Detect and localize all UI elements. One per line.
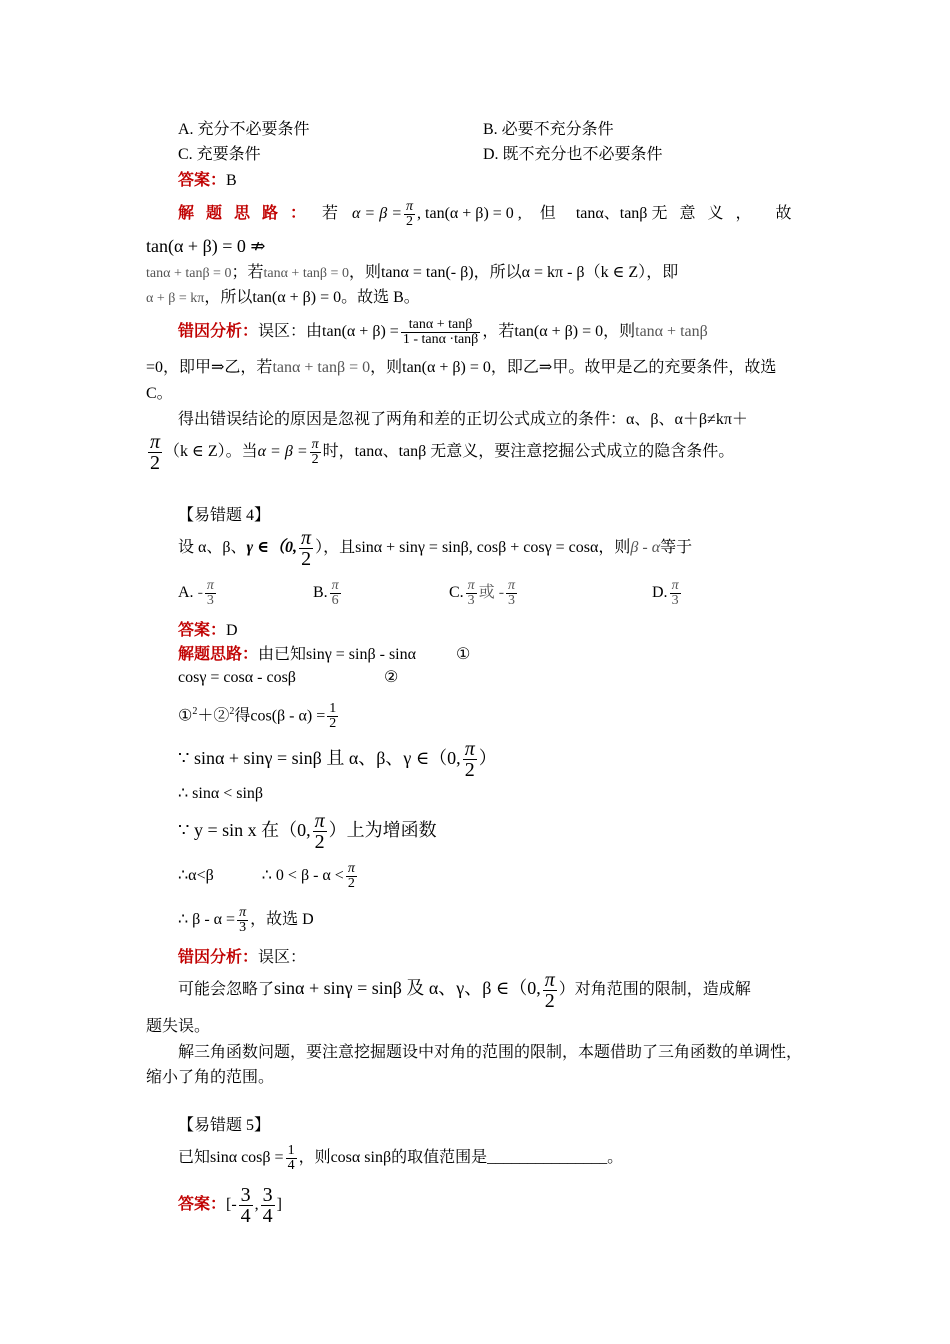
fraction: $\frac{\pi}{2}$ [150,431,161,474]
math: , tan(α + β) = 0 , [417,205,522,222]
error-line-1: 错因分析：误区：由tan(α + β) = $\frac{\tan\alpha + \tan\beta}{1 - \tan\alpha \cdot\tan\beta}$ ，若tan(α + β) = 0，则tanα + tanβ [178,316,708,347]
error-line-2: =0，即甲⇒乙，若tanα + tanβ = 0，则tan(α + β) = 0，即乙⇒甲。故甲是乙的充要条件，故选 [146,359,777,376]
p4-error-line-1: 可能会忽略了sinα + sinγ = sinβ 及 α、γ、β ∈（0, $\frac{\pi}{2}$ ）对角范围的限制，造成解 [178,968,751,1012]
error-label: 错因分析： [178,323,259,340]
text: 无意义， [651,205,764,222]
p4-think-line-8: ∴ β - α = $\frac{\pi}{3}$ ，故选 D [178,904,314,935]
fraction: $\frac{\pi}{2}$ [311,437,319,467]
think-line-3: tanα + tanβ = 0；若tanα + tanβ = 0，则tanα = tan(- β)，所以α = kπ - β（k ∈ Z），即 [146,264,679,281]
answer-label: 答案： [178,172,227,189]
option-a: A. 充分不必要条件 [178,121,310,138]
think-line-4: α + β = kπ，所以tan(α + β) = 0。故选 B。 [146,289,420,306]
math: tanα、tanβ [575,205,648,222]
p4-think-line-3: ①$^2$＋②$^2$得cos(β - α) = $\frac{1}{2}$ [178,701,337,732]
problem-4-question: 设 α、β、γ ∈（0, $\frac{\pi}{2}$ ），且sinα + sinγ = sinβ, cosβ + cosγ = cosα，则β - α等于 [178,527,693,570]
fraction: $\frac{\pi}{2}$ [406,198,414,229]
option-d: D. 既不充分也不必要条件 [483,146,663,163]
p5-answer-line: 答案：[- $\frac{3}{4}$ , $\frac{3}{4}$ ] [178,1183,282,1227]
think-line-2: tan(α + β) = 0 ⇏ [146,236,266,256]
text: 若 [322,205,339,222]
problem-5-question: 已知sinα cosβ = $\frac{1}{4}$ ，则cosα sinβ的取值范围是_______________。 [178,1142,624,1173]
problem-5-title: 【易错题 5】 [178,1117,271,1134]
problem-4-title: 【易错题 4】 [178,507,271,524]
error-line-3: C。 [146,385,173,402]
p4-think-line-5: ∴ sinα < sinβ [178,785,264,802]
reason-line-2: $\frac{\pi}{2}$ （k ∈ Z）。当α = β = $\frac{\pi}{2}$ 时，tanα、tanβ 无意义，要注意挖掘公式成立的隐含条件。 [150,431,735,474]
p4-think-line-2: cosγ = cosα - cosβ ② [178,669,399,686]
p4-option-c: C. $\frac{\pi}{3}$ 或 - $\frac{\pi}{3}$ [449,577,516,608]
text: 故 [775,205,792,222]
text: 但 [539,205,556,222]
option-b: B. 必要不充分条件 [483,121,614,138]
p4-think-line-4: ∵ sinα + sinγ = sinβ 且 α、β、γ ∈（0, $\frac{\pi}{2}$ ） [178,738,497,782]
answer-value: B [226,172,237,189]
option-c: C. 充要条件 [178,146,261,163]
p4-answer-line: 答案：D [178,622,238,639]
p4-option-b: B. $\frac{\pi}{6}$ [313,577,339,608]
answer-line [178,171,237,191]
fraction: $\frac{\pi}{2}$ [301,527,312,570]
p4-summary-line-1: 解三角函数问题，要注意挖掘题设中对角的范围的限制，本题借助了三角函数的单调性， [178,1044,803,1061]
reason-line-1: 得出错误结论的原因是忽视了两角和差的正切公式成立的条件：α、β、α＋β≠kπ＋ [178,411,748,428]
p4-option-a: A. - $\frac{\pi}{3}$ [178,577,214,608]
p4-option-d: D. $\frac{\pi}{3}$ [652,577,679,608]
math: α = β = [352,205,402,222]
p4-error-line-0: 错因分析：误区： [178,949,307,966]
answer-blank: _______________ [487,1149,608,1166]
fraction: $\frac{\tan\alpha + \tan\beta}{1 - \tan\alpha \cdot\tan\beta}$ [402,316,479,347]
p4-think-line-6: ∵ y = sin x 在（0, $\frac{\pi}{2}$ ）上为增函数 [178,810,437,854]
think-line-1 [178,196,791,232]
think-label: 解题思路： [178,205,319,222]
p4-think-line-1: 解题思路：由已知sinγ = sinβ - sinα ① [178,646,471,663]
p4-error-line-2: 题失误。 [146,1018,211,1035]
p4-think-line-7: ∴α<β ∴ 0 < β - α < $\frac{\pi}{2}$ [178,860,355,891]
p4-summary-line-2: 缩小了角的范围。 [146,1069,275,1086]
